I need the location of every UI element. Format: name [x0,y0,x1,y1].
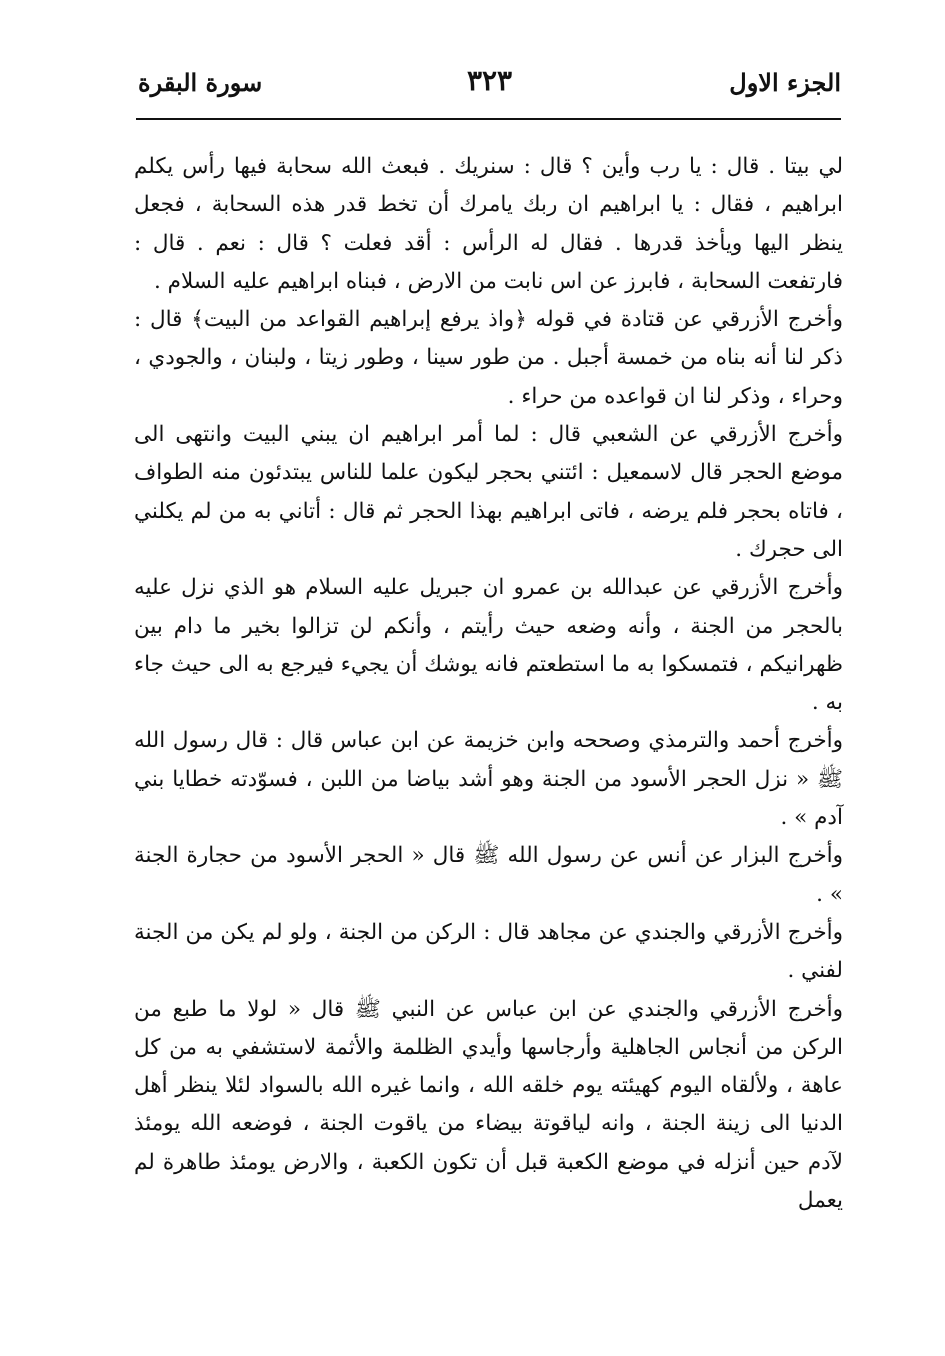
paragraph: وأخرج البزار عن أنس عن رسول الله ﷺ قال « الحجر الأسود من حجارة الجنة » . [134,843,843,907]
paragraph: وأخرج الأزرقي عن قتادة في قوله ﴿واذ يرفع إبراهيم القواعد من البيت﴾ قال : ذكر لنا أنه بناه من خمسة أجبل . من طور سينا ، وطور زيتا ، ولبنان ، والجودي ، وحراء ، وذكر لنا ان قواعده من حراء . [134,307,843,409]
paragraph: لي بيتا . قال : يا رب وأين ؟ قال : سنريك . فبعث الله سحابة فيها رأس يكلم ابراهيم ، فقال : يا ابراهيم ان ربك يامرك أن تخط قدر هذه السحابة ، فجعل ينظر اليها ويأخذ قدرها . فقال له الرأس : أقد فعلت ؟ قال : نعم . قال : فارتفعت السحابة ، فابرز عن اس نابت من الارض ، فبناه ابراهيم عليه السلام . [134,154,843,294]
surah-title: سورة البقرة [138,68,263,97]
header-divider [136,118,841,120]
main-text [134,148,843,1220]
paragraph: وأخرج الأزرقي عن الشعبي قال : لما أمر ابراهيم ان يبني البيت وانتهى الى موضع الحجر قال لاسمعيل : ائتني بحجر ليكون علما للناس يبتدئون منه الطواف ، فاتاه بحجر فلم يرضه ، فاتى ابراهيم بهذا الحجر ثم قال : أتاني به من لم يكلني الى حجرك . [134,422,843,562]
paragraph: وأخرج الأزرقي والجندي عن مجاهد قال : الركن من الجنة ، ولو لم يكن من الجنة لفني . [134,919,843,984]
paragraph: وأخرج أحمد والترمذي وصححه وابن خزيمة عن ابن عباس قال : قال رسول الله ﷺ « نزل الحجر الأسود من الجنة وهو أشد بياضا من اللبن ، فسوّدته خطايا بني آدم » . [134,728,843,831]
paragraph: وأخرج الأزرقي عن عبدالله بن عمرو ان جبريل عليه السلام هو الذي نزل عليه بالحجر من الجنة ، وأنه وضعه حيث رأيتم ، وأنكم لن تزالوا بخير ما دام بين ظهرانيكم ، فتمسكوا به ما استطعتم فانه يوشك أن يجيء فيرجع به الى حيث جاء به . [134,575,843,716]
page-number: ٣٢٣ [466,64,513,97]
part-title: الجزء الاول [729,68,841,97]
paragraph: وأخرج الأزرقي والجندي عن ابن عباس عن النبي ﷺ قال « لولا ما طبع من الركن من أنجاس الجاهلية وأرجاسها وأيدي الظلمة والأثمة لاستشفي به من كل عاهة ، ولألقاه اليوم كهيئته يوم خلقه الله ، وانما غيره الله بالسواد لئلا ينظر أهل الدنيا الى زينة الجنة ، وانه لياقوتة بيضاء من ياقوت الجنة ، فوضعه الله يومئذ لآدم حين أنزله في موضع الكعبة قبل أن تكون الكعبة ، والارض يومئذ طاهرة لم يعمل [134,996,843,1214]
running-header [138,64,841,108]
